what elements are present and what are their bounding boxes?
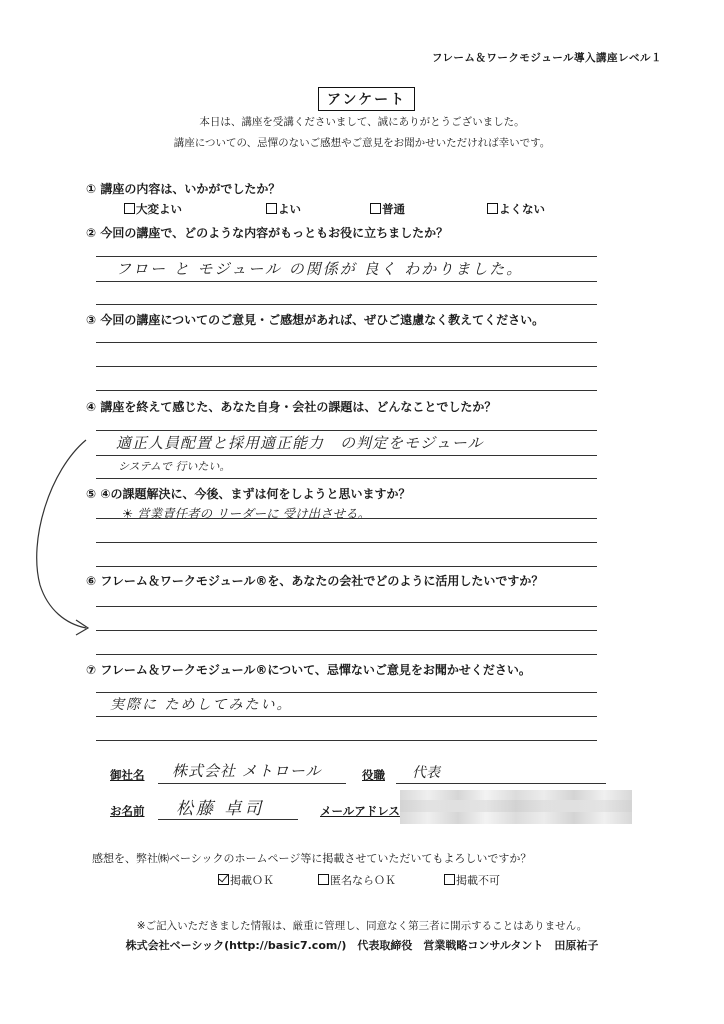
checkbox-icon[interactable]	[444, 874, 455, 885]
q1-option-bad[interactable]: よくない	[487, 201, 545, 217]
checkbox-icon[interactable]	[266, 203, 277, 214]
consent-question: 感想を、弊社㈱ベーシックのホームページ等に掲載させていただいてもよろしいですか？	[92, 852, 532, 865]
privacy-note: ※ご記入いただきました情報は、厳重に管理し、同意なく第三者に開示することはありません。	[136, 920, 588, 932]
consent-option-no[interactable]: 掲載不可	[444, 872, 500, 888]
course-title: フレーム＆ワークモジュール導入講座レベル１	[431, 52, 662, 64]
q1-option-good[interactable]: よい	[266, 201, 301, 217]
survey-title: アンケート	[318, 87, 415, 111]
answer-line	[96, 692, 597, 693]
position-line	[396, 783, 606, 784]
answer-line	[96, 716, 597, 717]
intro-text-2: 講座についての、忌憚のないご感想やご意見をお聞かせいただければ幸いです。	[173, 137, 551, 149]
answer-line	[96, 654, 597, 655]
question-4: ④ 講座を終えて感じた、あなた自身・会社の課題は、どんなことでしたか？	[86, 400, 497, 414]
name-label: お名前	[110, 804, 145, 818]
answer-line	[96, 256, 597, 257]
answer-line	[96, 606, 597, 607]
question-6: ⑥ フレーム＆ワークモジュール®を、あなたの会社でどのように活用したいですか？	[86, 574, 544, 588]
company-value[interactable]: 株式会社 メトロール	[172, 762, 322, 780]
answer-line	[96, 304, 597, 305]
consent-option-ok[interactable]: 掲載ＯＫ	[218, 872, 274, 888]
company-line	[158, 783, 346, 784]
question-3: ③ 今回の講座についてのご意見・ご感想があれば、ぜひご遠慮なく教えてください。	[86, 313, 545, 327]
question-7: ⑦ フレーム＆ワークモジュール®について、忌憚ないご意見をお聞かせください。	[86, 663, 531, 677]
question-1: ① 講座の内容は、いかがでしたか？	[86, 182, 281, 196]
email-redacted-area	[400, 790, 632, 824]
checkbox-checked-icon[interactable]	[218, 874, 229, 885]
company-footer: 株式会社ベーシック(http://basic7.com/) 代表取締役 営業戦略コンサルタント 田原祐子	[125, 939, 599, 952]
answer-4-text-2[interactable]: システムで 行いたい。	[118, 460, 231, 473]
answer-line	[96, 630, 597, 631]
checkbox-icon[interactable]	[318, 874, 329, 885]
question-2: ② 今回の講座で、どのような内容がもっともお役に立ちましたか？	[86, 226, 449, 240]
answer-line	[96, 430, 597, 431]
answer-5-text[interactable]: ☀ 営業責任者の リーダーに 受け出させる。	[122, 506, 371, 521]
checkbox-icon[interactable]	[370, 203, 381, 214]
answer-line	[96, 455, 597, 456]
question-5: ⑤ ④の課題解決に、今後、まずは何をしようと思いますか？	[86, 487, 411, 501]
answer-line	[96, 518, 597, 519]
name-value[interactable]: 松藤 卓司	[176, 799, 265, 819]
position-label: 役職	[362, 768, 385, 782]
answer-2-text[interactable]: フロー と モジュール の関係が 良く わかりました。	[116, 260, 524, 278]
answer-line	[96, 542, 597, 543]
email-label: メールアドレス	[320, 804, 400, 818]
q1-option-very-good[interactable]: 大変よい	[124, 201, 182, 217]
position-value[interactable]: 代表	[412, 765, 440, 781]
answer-line	[96, 740, 597, 741]
answer-line	[96, 281, 597, 282]
checkbox-icon[interactable]	[124, 203, 135, 214]
answer-line	[96, 390, 597, 391]
intro-text-1: 本日は、講座を受講くださいまして、誠にありがとうございました。	[199, 116, 525, 128]
answer-7-text[interactable]: 実際に ためしてみたい。	[110, 697, 293, 713]
checkbox-icon[interactable]	[487, 203, 498, 214]
answer-line	[96, 478, 597, 479]
consent-option-anonymous[interactable]: 匿名ならＯＫ	[318, 872, 396, 888]
answer-line	[96, 566, 597, 567]
q1-option-average[interactable]: 普通	[370, 201, 405, 217]
name-line	[158, 819, 298, 820]
answer-4-text-1[interactable]: 適正人員配置と採用適正能力 の判定をモジュール	[116, 434, 484, 452]
answer-line	[96, 366, 597, 367]
answer-line	[96, 342, 597, 343]
company-label: 御社名	[110, 768, 145, 782]
